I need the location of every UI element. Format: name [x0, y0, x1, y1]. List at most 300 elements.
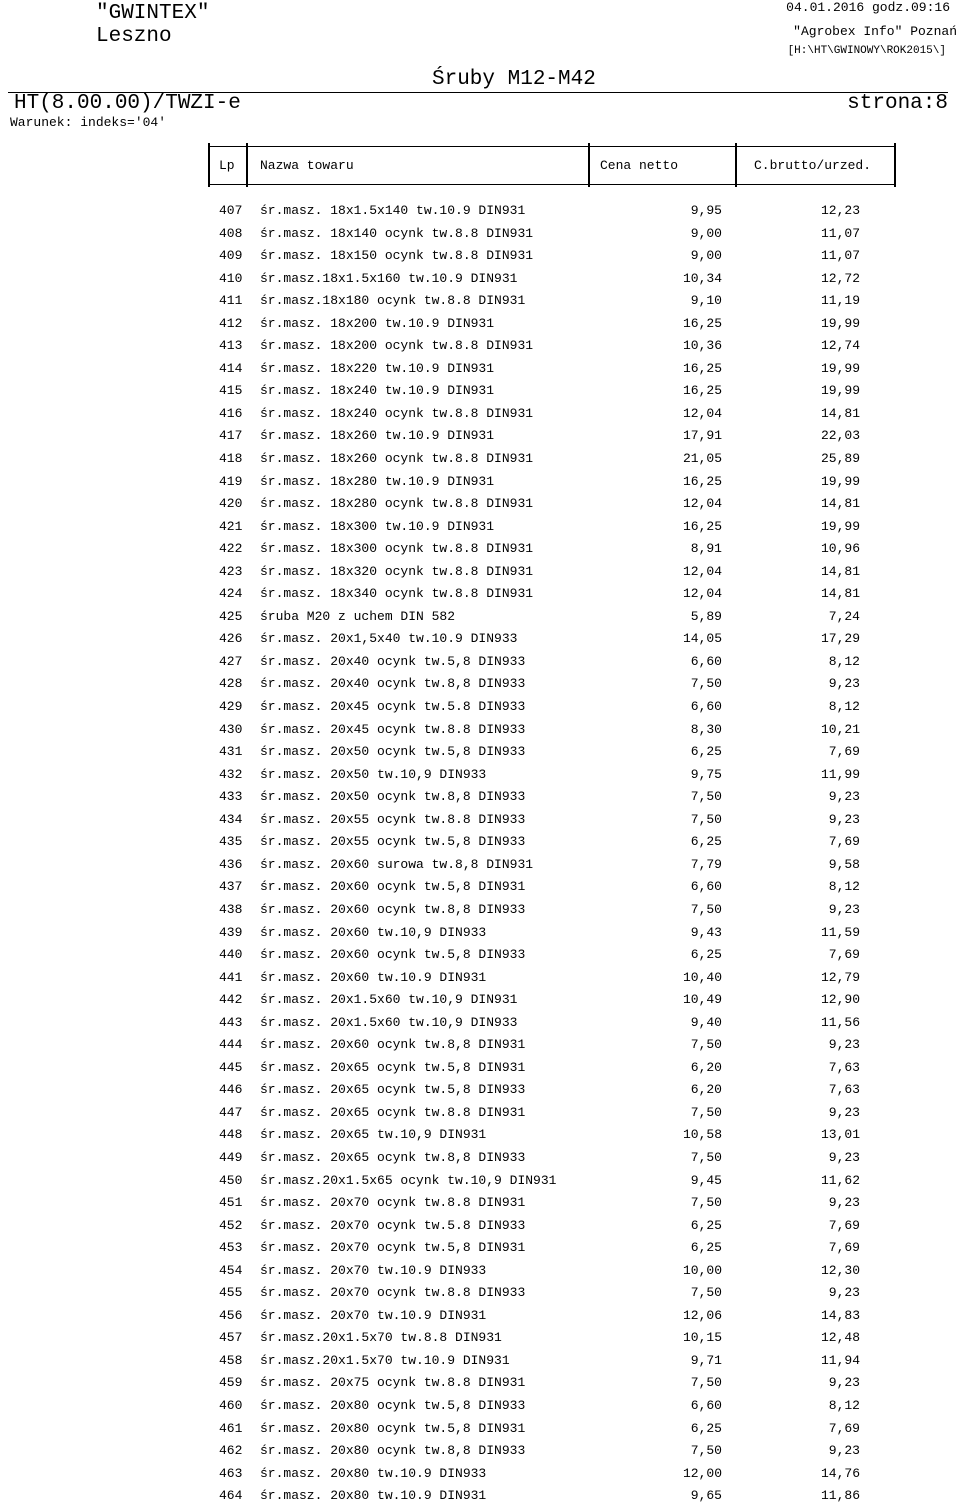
row-gross-price: 19,99 — [820, 473, 860, 489]
row-lp: 446 — [219, 1082, 243, 1098]
row-net-price: 8,91 — [690, 541, 722, 557]
table-header — [208, 146, 896, 184]
row-gross-price: 11,56 — [820, 1014, 860, 1030]
row-gross-price: 9,23 — [828, 1443, 860, 1459]
table-row — [0, 516, 960, 539]
row-lp: 453 — [219, 1240, 243, 1256]
row-gross-price: 9,58 — [828, 856, 860, 872]
column-header-name: Nazwa towaru — [260, 158, 354, 173]
table-row — [0, 606, 960, 629]
row-gross-price: 9,23 — [828, 1375, 860, 1391]
row-net-price: 6,25 — [690, 1420, 722, 1436]
row-product-name: śr.masz. 18x300 ocynk tw.8.8 DIN931 — [260, 541, 534, 557]
row-net-price: 21,05 — [682, 451, 722, 467]
row-gross-price: 9,23 — [828, 676, 860, 692]
row-net-price: 7,50 — [690, 1443, 722, 1459]
row-net-price: 6,20 — [690, 1059, 722, 1075]
company-city: Leszno — [96, 25, 172, 48]
header-separator — [894, 143, 896, 187]
row-lp: 454 — [219, 1262, 243, 1278]
row-net-price: 10,49 — [682, 992, 722, 1008]
row-product-name: śr.masz. 20x65 ocynk tw.5,8 DIN933 — [260, 1082, 526, 1098]
row-product-name: śr.masz. 20x1,5x40 tw.10.9 DIN933 — [260, 631, 518, 647]
row-product-name: śr.masz. 18x200 tw.10.9 DIN931 — [260, 315, 495, 331]
table-row — [0, 809, 960, 832]
table-row — [0, 1102, 960, 1125]
row-net-price: 12,00 — [682, 1465, 722, 1481]
row-lp: 414 — [219, 360, 243, 376]
row-product-name: śr.masz. 20x50 ocynk tw.8,8 DIN933 — [260, 789, 526, 805]
table-row — [0, 764, 960, 787]
column-header-net-price: Cena netto — [600, 158, 679, 173]
table-row — [0, 1147, 960, 1170]
table-row — [0, 358, 960, 381]
header-top-rule — [208, 146, 896, 147]
row-net-price: 10,36 — [682, 338, 722, 354]
row-net-price: 16,25 — [682, 473, 722, 489]
row-net-price: 12,04 — [682, 586, 722, 602]
row-gross-price: 22,03 — [820, 428, 860, 444]
table-row — [0, 1327, 960, 1350]
row-gross-price: 25,89 — [820, 451, 860, 467]
table-row — [0, 1463, 960, 1486]
table-row — [0, 1372, 960, 1395]
row-gross-price: 11,59 — [820, 924, 860, 940]
row-product-name: śr.masz. 20x60 tw.10.9 DIN931 — [260, 969, 487, 985]
row-net-price: 12,04 — [682, 496, 722, 512]
row-lp: 415 — [219, 383, 243, 399]
row-product-name: śr.masz. 20x60 ocynk tw.5,8 DIN931 — [260, 879, 526, 895]
row-product-name: śr.masz. 20x50 tw.10,9 DIN933 — [260, 766, 487, 782]
table-row — [0, 290, 960, 313]
table-row — [0, 538, 960, 561]
row-product-name: śr.masz. 20x45 ocynk tw.5.8 DIN933 — [260, 699, 526, 715]
row-product-name: śr.masz. 20x1.5x60 tw.10,9 DIN933 — [260, 1014, 518, 1030]
row-net-price: 17,91 — [682, 428, 722, 444]
row-net-price: 7,50 — [690, 1104, 722, 1120]
table-row — [0, 741, 960, 764]
row-lp: 461 — [219, 1420, 243, 1436]
row-product-name: śr.masz. 18x200 ocynk tw.8.8 DIN931 — [260, 338, 534, 354]
table-row — [0, 1170, 960, 1193]
row-lp: 410 — [219, 270, 243, 286]
row-gross-price: 8,12 — [828, 879, 860, 895]
row-gross-price: 19,99 — [820, 360, 860, 376]
row-lp: 409 — [219, 248, 243, 264]
table-row — [0, 425, 960, 448]
row-gross-price: 12,72 — [820, 270, 860, 286]
report-code: HT(8.00.00)/TWZI-e — [14, 92, 241, 115]
row-net-price: 7,79 — [690, 856, 722, 872]
row-lp: 443 — [219, 1014, 243, 1030]
row-lp: 459 — [219, 1375, 243, 1391]
filter-condition: Warunek: indeks='04' — [10, 115, 167, 130]
row-gross-price: 7,69 — [828, 1240, 860, 1256]
row-lp: 448 — [219, 1127, 243, 1143]
row-product-name: śr.masz. 20x70 ocynk tw.8.8 DIN931 — [260, 1195, 526, 1211]
table-row — [0, 967, 960, 990]
row-net-price: 6,25 — [690, 1217, 722, 1233]
table-row — [0, 673, 960, 696]
row-gross-price: 9,23 — [828, 1149, 860, 1165]
row-net-price: 9,65 — [690, 1488, 722, 1504]
row-gross-price: 12,30 — [820, 1262, 860, 1278]
header-separator — [588, 143, 590, 187]
row-net-price: 10,15 — [682, 1330, 722, 1346]
row-gross-price: 9,23 — [828, 789, 860, 805]
row-lp: 439 — [219, 924, 243, 940]
row-product-name: śr.masz. 20x70 tw.10.9 DIN933 — [260, 1262, 487, 1278]
row-net-price: 7,50 — [690, 676, 722, 692]
row-lp: 441 — [219, 969, 243, 985]
row-net-price: 6,25 — [690, 834, 722, 850]
table-row — [0, 561, 960, 584]
table-row — [0, 1192, 960, 1215]
table-row — [0, 1237, 960, 1260]
row-product-name: śr.masz. 18x340 ocynk tw.8.8 DIN931 — [260, 586, 534, 602]
row-net-price: 7,50 — [690, 1285, 722, 1301]
row-product-name: śr.masz. 20x75 ocynk tw.8.8 DIN931 — [260, 1375, 526, 1391]
table-row — [0, 1215, 960, 1238]
row-net-price: 5,89 — [690, 608, 722, 624]
row-product-name: śr.masz. 18x240 ocynk tw.8.8 DIN931 — [260, 405, 534, 421]
row-product-name: śr.masz. 18x260 tw.10.9 DIN931 — [260, 428, 495, 444]
row-lp: 420 — [219, 496, 243, 512]
row-net-price: 7,50 — [690, 1149, 722, 1165]
row-net-price: 12,04 — [682, 563, 722, 579]
row-gross-price: 11,19 — [820, 293, 860, 309]
row-product-name: śr.masz. 18x300 tw.10.9 DIN931 — [260, 518, 495, 534]
row-net-price: 16,25 — [682, 315, 722, 331]
row-product-name: śr.masz. 20x45 ocynk tw.8.8 DIN933 — [260, 721, 526, 737]
row-net-price: 6,25 — [690, 744, 722, 760]
row-lp: 440 — [219, 947, 243, 963]
row-lp: 438 — [219, 901, 243, 917]
row-gross-price: 17,29 — [820, 631, 860, 647]
row-lp: 447 — [219, 1104, 243, 1120]
price-table-body — [0, 200, 960, 1508]
table-row — [0, 1485, 960, 1508]
row-lp: 462 — [219, 1443, 243, 1459]
row-gross-price: 13,01 — [820, 1127, 860, 1143]
row-net-price: 16,25 — [682, 383, 722, 399]
header-separator — [208, 143, 210, 187]
row-lp: 442 — [219, 992, 243, 1008]
row-net-price: 10,00 — [682, 1262, 722, 1278]
row-lp: 419 — [219, 473, 243, 489]
row-net-price: 9,45 — [690, 1172, 722, 1188]
row-lp: 464 — [219, 1488, 243, 1504]
table-row — [0, 922, 960, 945]
row-lp: 433 — [219, 789, 243, 805]
row-gross-price: 12,90 — [820, 992, 860, 1008]
table-row — [0, 651, 960, 674]
table-row — [0, 1124, 960, 1147]
row-lp: 449 — [219, 1149, 243, 1165]
row-net-price: 7,50 — [690, 811, 722, 827]
row-lp: 417 — [219, 428, 243, 444]
row-gross-price: 8,12 — [828, 699, 860, 715]
row-net-price: 7,50 — [690, 789, 722, 805]
row-gross-price: 12,74 — [820, 338, 860, 354]
row-product-name: śr.masz. 20x80 ocynk tw.5,8 DIN931 — [260, 1420, 526, 1436]
row-lp: 421 — [219, 518, 243, 534]
table-row — [0, 876, 960, 899]
table-row — [0, 1350, 960, 1373]
row-product-name: śr.masz. 20x1.5x60 tw.10,9 DIN931 — [260, 992, 518, 1008]
row-product-name: śr.masz.20x1.5x65 ocynk tw.10,9 DIN931 — [260, 1172, 557, 1188]
row-net-price: 8,30 — [690, 721, 722, 737]
row-lp: 460 — [219, 1397, 243, 1413]
row-net-price: 6,60 — [690, 653, 722, 669]
row-gross-price: 11,94 — [820, 1352, 860, 1368]
row-gross-price: 10,21 — [820, 721, 860, 737]
row-net-price: 6,25 — [690, 1240, 722, 1256]
column-header-lp: Lp — [219, 158, 235, 173]
table-row — [0, 1079, 960, 1102]
table-row — [0, 1260, 960, 1283]
table-row — [0, 200, 960, 223]
row-net-price: 6,60 — [690, 699, 722, 715]
row-lp: 458 — [219, 1352, 243, 1368]
row-lp: 455 — [219, 1285, 243, 1301]
row-lp: 434 — [219, 811, 243, 827]
row-gross-price: 11,99 — [820, 766, 860, 782]
row-lp: 424 — [219, 586, 243, 602]
table-row — [0, 628, 960, 651]
row-gross-price: 10,96 — [820, 541, 860, 557]
row-lp: 422 — [219, 541, 243, 557]
table-row — [0, 448, 960, 471]
row-gross-price: 7,24 — [828, 608, 860, 624]
row-gross-price: 14,81 — [820, 496, 860, 512]
row-product-name: śr.masz. 20x60 ocynk tw.8,8 DIN933 — [260, 901, 526, 917]
row-net-price: 7,50 — [690, 1375, 722, 1391]
row-product-name: śr.masz. 20x80 ocynk tw.5,8 DIN933 — [260, 1397, 526, 1413]
row-lp: 445 — [219, 1059, 243, 1075]
row-product-name: śr.masz. 18x220 tw.10.9 DIN931 — [260, 360, 495, 376]
table-row — [0, 1305, 960, 1328]
row-net-price: 10,40 — [682, 969, 722, 985]
row-gross-price: 11,07 — [820, 248, 860, 264]
table-row — [0, 268, 960, 291]
row-gross-price: 14,81 — [820, 586, 860, 602]
row-lp: 428 — [219, 676, 243, 692]
row-product-name: śr.masz. 20x65 ocynk tw.8.8 DIN931 — [260, 1104, 526, 1120]
row-lp: 452 — [219, 1217, 243, 1233]
column-header-gross-price: C.brutto/urzed. — [754, 158, 872, 173]
company-name: "GWINTEX" — [96, 2, 210, 25]
row-gross-price: 7,69 — [828, 744, 860, 760]
header-separator — [735, 143, 737, 187]
row-lp: 436 — [219, 856, 243, 872]
row-product-name: śr.masz. 18x280 ocynk tw.8.8 DIN931 — [260, 496, 534, 512]
row-lp: 457 — [219, 1330, 243, 1346]
table-row — [0, 1282, 960, 1305]
row-net-price: 7,50 — [690, 1037, 722, 1053]
row-lp: 429 — [219, 699, 243, 715]
table-row — [0, 493, 960, 516]
row-net-price: 9,75 — [690, 766, 722, 782]
row-net-price: 6,25 — [690, 947, 722, 963]
header-separator — [246, 143, 248, 187]
row-gross-price: 12,79 — [820, 969, 860, 985]
table-row — [0, 944, 960, 967]
table-row — [0, 719, 960, 742]
header-bottom-rule — [208, 184, 896, 185]
table-row — [0, 245, 960, 268]
row-gross-price: 8,12 — [828, 653, 860, 669]
row-product-name: śr.masz. 18x280 tw.10.9 DIN931 — [260, 473, 495, 489]
table-row — [0, 831, 960, 854]
row-lp: 416 — [219, 405, 243, 421]
row-product-name: śr.masz. 20x80 tw.10.9 DIN931 — [260, 1488, 487, 1504]
row-net-price: 6,60 — [690, 879, 722, 895]
row-product-name: śr.masz. 20x55 ocynk tw.5,8 DIN933 — [260, 834, 526, 850]
page-number: strona:8 — [847, 92, 948, 115]
row-lp: 444 — [219, 1037, 243, 1053]
row-product-name: śr.masz. 20x60 ocynk tw.8,8 DIN931 — [260, 1037, 526, 1053]
row-gross-price: 7,69 — [828, 834, 860, 850]
row-product-name: śr.masz. 20x60 ocynk tw.5,8 DIN933 — [260, 947, 526, 963]
row-net-price: 9,71 — [690, 1352, 722, 1368]
row-gross-price: 7,63 — [828, 1082, 860, 1098]
row-gross-price: 9,23 — [828, 811, 860, 827]
table-row — [0, 403, 960, 426]
row-net-price: 12,04 — [682, 405, 722, 421]
row-lp: 418 — [219, 451, 243, 467]
row-product-name: śr.masz. 20x80 tw.10.9 DIN933 — [260, 1465, 487, 1481]
row-product-name: śruba M20 z uchem DIN 582 — [260, 608, 456, 624]
table-row — [0, 471, 960, 494]
table-row — [0, 854, 960, 877]
row-lp: 456 — [219, 1307, 243, 1323]
row-gross-price: 14,76 — [820, 1465, 860, 1481]
row-lp: 430 — [219, 721, 243, 737]
row-product-name: śr.masz.18x180 ocynk tw.8.8 DIN931 — [260, 293, 526, 309]
row-product-name: śr.masz. 20x70 ocynk tw.5.8 DIN933 — [260, 1217, 526, 1233]
row-gross-price: 8,12 — [828, 1397, 860, 1413]
row-lp: 407 — [219, 203, 243, 218]
table-row — [0, 989, 960, 1012]
row-gross-price: 9,23 — [828, 901, 860, 917]
table-row — [0, 786, 960, 809]
row-net-price: 16,25 — [682, 518, 722, 534]
row-gross-price: 11,86 — [820, 1488, 860, 1504]
row-lp: 431 — [219, 744, 243, 760]
row-gross-price: 14,81 — [820, 405, 860, 421]
row-gross-price: 7,69 — [828, 947, 860, 963]
row-lp: 423 — [219, 563, 243, 579]
row-gross-price: 7,69 — [828, 1420, 860, 1436]
row-net-price: 10,34 — [682, 270, 722, 286]
row-net-price: 9,10 — [690, 293, 722, 309]
row-product-name: śr.masz. 20x70 tw.10.9 DIN931 — [260, 1307, 487, 1323]
row-lp: 426 — [219, 631, 243, 647]
row-net-price: 9,43 — [690, 924, 722, 940]
row-product-name: śr.masz. 20x70 ocynk tw.8.8 DIN933 — [260, 1285, 526, 1301]
row-product-name: śr.masz. 18x260 ocynk tw.8.8 DIN931 — [260, 451, 534, 467]
row-net-price: 10,58 — [682, 1127, 722, 1143]
row-product-name: śr.masz. 18x1.5x140 tw.10.9 DIN931 — [260, 203, 526, 218]
row-product-name: śr.masz. 20x80 ocynk tw.8,8 DIN933 — [260, 1443, 526, 1459]
row-lp: 412 — [219, 315, 243, 331]
file-path: [H:\HT\GWINOWY\ROK2015\] — [787, 45, 946, 57]
row-net-price: 7,50 — [690, 1195, 722, 1211]
row-product-name: śr.masz. 20x55 ocynk tw.8.8 DIN933 — [260, 811, 526, 827]
row-gross-price: 12,23 — [820, 203, 860, 218]
table-row — [0, 1440, 960, 1463]
row-product-name: śr.masz. 20x65 ocynk tw.5,8 DIN931 — [260, 1059, 526, 1075]
row-net-price: 6,20 — [690, 1082, 722, 1098]
table-row — [0, 1395, 960, 1418]
row-product-name: śr.masz. 20x40 ocynk tw.8,8 DIN933 — [260, 676, 526, 692]
table-row — [0, 1418, 960, 1441]
table-row — [0, 583, 960, 606]
report-datetime: 04.01.2016 godz.09:16 — [786, 0, 950, 15]
row-gross-price: 9,23 — [828, 1195, 860, 1211]
row-lp: 432 — [219, 766, 243, 782]
row-gross-price: 9,23 — [828, 1037, 860, 1053]
row-product-name: śr.masz. 18x320 ocynk tw.8.8 DIN931 — [260, 563, 534, 579]
row-gross-price: 14,81 — [820, 563, 860, 579]
row-product-name: śr.masz.18x1.5x160 tw.10.9 DIN931 — [260, 270, 518, 286]
row-product-name: śr.masz. 20x50 ocynk tw.5,8 DIN933 — [260, 744, 526, 760]
table-row — [0, 380, 960, 403]
table-row — [0, 313, 960, 336]
table-row — [0, 1034, 960, 1057]
row-gross-price: 7,63 — [828, 1059, 860, 1075]
row-net-price: 6,60 — [690, 1397, 722, 1413]
row-net-price: 9,00 — [690, 225, 722, 241]
row-product-name: śr.masz. 20x60 tw.10,9 DIN933 — [260, 924, 487, 940]
row-net-price: 9,00 — [690, 248, 722, 264]
row-lp: 413 — [219, 338, 243, 354]
row-gross-price: 14,83 — [820, 1307, 860, 1323]
row-product-name: śr.masz. 20x70 ocynk tw.5,8 DIN931 — [260, 1240, 526, 1256]
table-row — [0, 1012, 960, 1035]
row-net-price: 12,06 — [682, 1307, 722, 1323]
table-row — [0, 335, 960, 358]
row-product-name: śr.masz. 18x240 tw.10.9 DIN931 — [260, 383, 495, 399]
table-row — [0, 223, 960, 246]
row-gross-price: 19,99 — [820, 518, 860, 534]
row-product-name: śr.masz. 20x60 surowa tw.8,8 DIN931 — [260, 856, 534, 872]
row-gross-price: 7,69 — [828, 1217, 860, 1233]
row-gross-price: 19,99 — [820, 315, 860, 331]
row-net-price: 16,25 — [682, 360, 722, 376]
row-lp: 408 — [219, 225, 243, 241]
row-net-price: 9,40 — [690, 1014, 722, 1030]
row-lp: 437 — [219, 879, 243, 895]
row-net-price: 14,05 — [682, 631, 722, 647]
table-row — [0, 899, 960, 922]
row-gross-price: 19,99 — [820, 383, 860, 399]
row-lp: 427 — [219, 653, 243, 669]
row-lp: 425 — [219, 608, 243, 624]
row-gross-price: 12,48 — [820, 1330, 860, 1346]
row-product-name: śr.masz. 20x40 ocynk tw.5,8 DIN933 — [260, 653, 526, 669]
row-product-name: śr.masz. 20x65 ocynk tw.8,8 DIN933 — [260, 1149, 526, 1165]
row-product-name: śr.masz.20x1.5x70 tw.10.9 DIN931 — [260, 1352, 510, 1368]
row-lp: 451 — [219, 1195, 243, 1211]
row-lp: 450 — [219, 1172, 243, 1188]
row-gross-price: 11,07 — [820, 225, 860, 241]
table-row — [0, 1057, 960, 1080]
row-product-name: śr.masz. 20x65 tw.10,9 DIN931 — [260, 1127, 487, 1143]
row-gross-price: 11,62 — [820, 1172, 860, 1188]
page-title: Śruby M12-M42 — [432, 68, 596, 91]
